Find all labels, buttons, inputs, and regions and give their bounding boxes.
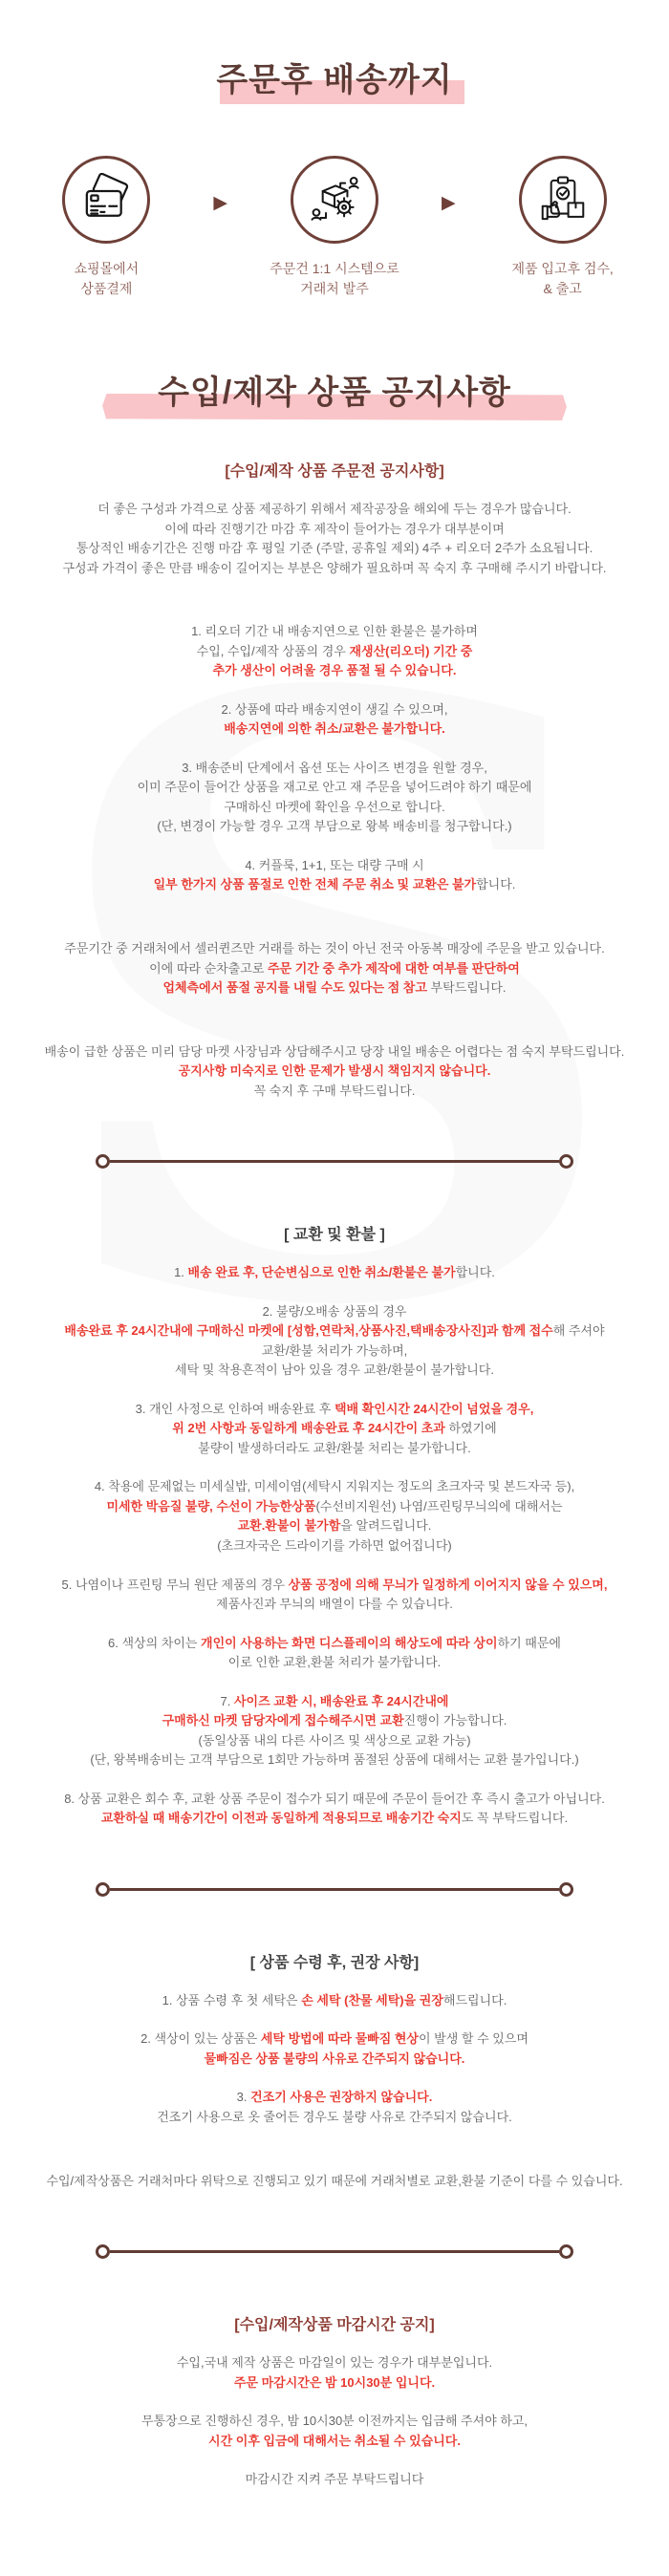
body-text: 7.: [220, 1693, 234, 1708]
emphasis-text: 교환하실 때 배송기간이 이전과 동일하게 적용되므로 배송기간 숙지: [100, 1811, 462, 1826]
arrow-right-icon: ▶: [213, 193, 227, 213]
notice-paragraph: [17, 700, 652, 740]
notice-paragraph: [17, 1790, 652, 1829]
emphasis-text: 건조기 사용은 권장하지 않습니다.: [250, 2090, 433, 2105]
emphasis-text: 공지사항 미숙지로 인한 문제가 발생시 책임지지 않습니다.: [178, 1063, 491, 1079]
notice-paragraph: [17, 1263, 652, 1283]
emphasis-text: 추가 생산이 어려울 경우 품절 될 수 있습니다.: [212, 663, 457, 678]
notice-paragraph: [17, 2412, 652, 2451]
body-text: 부탁드립니다.: [426, 980, 507, 996]
arrow-right-icon: ▶: [442, 193, 456, 213]
body-text: 8. 상품 교환은 회수 후, 교환 상품 주문이 접수가 되기 때문에 주문이 들어간 후 즉시 출고가 아닙니다.: [64, 1791, 605, 1806]
body-text: 6. 색상의 차이는: [108, 1635, 202, 1650]
inspection-shipping-icon: [536, 173, 590, 226]
emphasis-text: 주문 마감시간은 밤 10시30분 입니다.: [233, 2374, 436, 2390]
notice-paragraph: [17, 939, 652, 998]
body-text: 교환/환불 처리가 가능하며,: [261, 1342, 408, 1358]
divider-line: [110, 2250, 559, 2253]
body-text: 주문기간 중 거래처에서 셀러퀸즈만 거래를 하는 것이 아닌 전국 아동복 매장에 주문을 받고 있습니다.: [64, 940, 605, 955]
notice-paragraph: [17, 1576, 652, 1615]
body-text: 3. 개인 사정으로 인하여 배송완료 후: [135, 1401, 334, 1416]
body-text: 수입/제작상품은 거래처마다 위탁으로 진행되고 있기 때문에 거래처별로 교환,환불 기준이 다를 수 있습니다.: [46, 2173, 623, 2188]
emphasis-text: 교환.환불이 불가함: [237, 1518, 341, 1534]
emphasis-text: 일부 한가지 상품 품절로 인한 전체 주문 취소 및 교환은 불가: [153, 877, 477, 892]
step-label: [270, 259, 399, 299]
divider-line: [110, 1160, 559, 1163]
body-text: 수입, 수입/제작 상품의 경우: [196, 643, 350, 658]
divider-ring-icon: [559, 1882, 573, 1897]
body-text: 수입,국내 제작 상품은 마감일이 있는 경우가 대부분입니다.: [176, 2355, 493, 2371]
section-divider: [96, 1154, 573, 1169]
notice-paragraph: [17, 2470, 652, 2490]
order-process-diagram: [0, 156, 669, 299]
process-step-order-system: [250, 156, 419, 299]
notice-paragraph: [17, 856, 652, 895]
emphasis-text: 배송완료 후 24시간내에 구매하신 마켓에 [성함,연락처,상품사진,택배송장사진]과 함께 접수: [64, 1323, 553, 1339]
divider-ring-icon: [96, 1154, 110, 1169]
body-text: 4. 착용에 문제없는 미세실밥, 미세이염(세탁시 지워지는 정도의 초크자국 및 본드자국 등),: [94, 1479, 575, 1494]
notice-title: [0, 366, 669, 413]
notice-paragraph: [17, 1991, 652, 2011]
emphasis-text: 세탁 방법에 따라 물빠짐 현상: [260, 2031, 419, 2047]
body-text: 제품사진과 무늬의 배열이 다를 수 있습니다.: [216, 1597, 453, 1612]
body-text: (단, 변경이 가능할 경우 고객 부담으로 왕복 배송비를 청구합니다.): [157, 819, 512, 834]
body-text: 2. 상품에 따라 배송지연이 생길 수 있으며,: [221, 701, 448, 717]
step-label-line: 쇼핑몰에서: [74, 261, 140, 276]
divider-ring-icon: [96, 1882, 110, 1897]
body-text: 배송이 급한 상품은 미리 담당 마켓 사장님과 상담해주시고 당장 내일 배송은 어렵다는 점 숙지 부탁드립니다.: [44, 1043, 625, 1059]
step-label-line: 제품 입고후 검수,: [511, 261, 614, 276]
body-text: 1.: [174, 1265, 188, 1280]
step-circle: [291, 156, 378, 244]
body-text: 4. 커플룩, 1+1, 또는 대량 구매 시: [245, 857, 424, 872]
notice-paragraph: [17, 1692, 652, 1771]
notice-paragraph: [17, 500, 652, 578]
body-text: 하기 때문에: [497, 1635, 561, 1650]
body-text: 더 좋은 구성과 가격으로 상품 제공하기 위해서 제작공장을 해외에 두는 경우가 많습니다.: [97, 502, 572, 516]
step-label-line: 거래처 발주: [300, 281, 369, 296]
body-text: 해드립니다.: [442, 1992, 507, 2007]
emphasis-text: 주문 기간 중 추가 제작에 대한 여부를 판단하여: [267, 960, 520, 976]
notice-paragraph: [17, 1477, 652, 1556]
emphasis-text: 업체측에서 품절 공지를 내릴 수도 있다는 점 참고: [162, 980, 427, 996]
step-label: [75, 259, 140, 299]
body-text: 진행이 가능합니다.: [403, 1713, 507, 1728]
emphasis-text: 구매하신 마켓 담당자에게 접수해주시면 교환: [162, 1713, 404, 1728]
order-system-icon: [308, 173, 361, 226]
section-header: [수입/제작상품 마감시간 공지]: [234, 2317, 435, 2334]
body-text: 2. 색상이 있는 상품은: [140, 2031, 261, 2047]
body-text: (초크자국은 드라이기를 가하면 없어집니다): [217, 1538, 452, 1553]
body-text: 1. 상품 수령 후 첫 세탁은: [162, 1992, 302, 2007]
body-text: 구매하신 마켓에 확인을 우선으로 합니다.: [224, 799, 445, 814]
body-text: 이에 따라 진행기간 마감 후 제작이 들어가는 경우가 대부분이며: [164, 521, 505, 536]
body-text: (동일상품 내의 다른 사이즈 및 색상으로 교환 가능): [198, 1732, 471, 1748]
divider-ring-icon: [559, 1154, 573, 1169]
body-text: 건조기 사용으로 옷 줄어든 경우도 불량 사유로 간주되지 않습니다.: [157, 2109, 512, 2124]
body-text: 합니다.: [455, 1265, 495, 1280]
emphasis-text: 위 2번 사항과 동일하게 배송완료 후 24시간이 초과: [172, 1421, 445, 1436]
notice-paragraph: [17, 1634, 652, 1673]
section-header: [ 상품 수령 후, 권장 사항]: [249, 1954, 420, 1971]
credit-card-icon: [79, 173, 133, 226]
notice-content: [0, 459, 669, 2490]
body-text: 이에 따라 순차출고로: [149, 960, 268, 976]
body-text: 을 알려드립니다.: [340, 1518, 432, 1534]
body-text: 해 주셔야: [552, 1323, 605, 1339]
step-label: [511, 259, 613, 299]
emphasis-text: 개인이 사용하는 화면 디스플레이의 해상도에 따라 상이: [201, 1635, 498, 1650]
section-divider: [96, 2244, 573, 2259]
body-text: 꼭 숙지 후 구매 부탁드립니다.: [253, 1083, 416, 1098]
body-text: 이 발생 할 수 있으며: [419, 2031, 529, 2047]
notice-paragraph: [17, 2088, 652, 2127]
notice-paragraph: [17, 1400, 652, 1459]
divider-ring-icon: [559, 2244, 573, 2259]
body-text: 3.: [236, 2090, 251, 2105]
body-text: 이미 주문이 들어간 상품을 재고로 안고 재 주문을 넣어드려야 하기 때문에: [137, 780, 532, 795]
step-label-line: 주문건 1:1 시스템으로: [270, 261, 399, 276]
process-step-inspection: [479, 156, 647, 299]
section-divider: [96, 1882, 573, 1897]
body-text: 이로 인한 교환,환불 처리가 불가합니다.: [227, 1655, 442, 1670]
step-circle: [62, 156, 150, 244]
body-text: 2. 불량/오배송 상품의 경우: [262, 1303, 407, 1319]
emphasis-text: 상품 공정에 의해 무늬가 일정하게 이어지지 않을 수 있으며,: [288, 1577, 608, 1592]
step-label-line: 상품결제: [80, 281, 133, 296]
emphasis-text: 배송 완료 후, 단순변심으로 인한 취소/환불은 불가: [187, 1265, 456, 1280]
page-title-text: 주문후 배송까지: [216, 54, 452, 100]
body-text: 불량이 발생하더라도 교환/환불 처리는 불가합니다.: [198, 1440, 471, 1455]
body-text: (단, 왕복배송비는 고객 부담으로 1회만 가능하며 품절된 상품에 대해서는 교환 불가입니다.): [90, 1752, 579, 1768]
emphasis-text: 시간 이후 입금에 대해서는 취소될 수 있습니다.: [208, 2433, 461, 2448]
process-step-payment: [22, 156, 190, 299]
body-text: 합니다.: [476, 877, 516, 892]
body-text: 5. 나염이나 프린팅 무늬 원단 제품의 경우: [61, 1577, 289, 1592]
body-text: 도 꼭 부탁드립니다.: [461, 1811, 569, 1826]
emphasis-text: 미세한 박음질 불량, 수선이 가능한상품: [106, 1498, 316, 1513]
section-header: [ 교환 및 환불 ]: [284, 1227, 385, 1244]
notice-paragraph: [17, 1302, 652, 1381]
notice-paragraph: [17, 2353, 652, 2393]
notice-title-text: 수입/제작 상품 공지사항: [158, 366, 511, 413]
emphasis-text: 배송지연에 의한 취소/교환은 불가합니다.: [224, 721, 445, 737]
notice-paragraph: [17, 2172, 652, 2192]
page-title: [0, 54, 669, 100]
notice-paragraph: [17, 1042, 652, 1102]
notice-paragraph: [17, 622, 652, 681]
body-text: 구성과 가격이 좋은 만큼 배송이 길어지는 부분은 양해가 필요하며 꼭 숙지 후 구매해 주시기 바랍니다.: [62, 560, 607, 575]
body-text: 마감시간 지켜 주문 부탁드립니다: [245, 2472, 424, 2487]
body-text: 세탁 및 착용흔적이 남아 있을 경우 교환/환불이 불가합니다.: [175, 1363, 494, 1378]
emphasis-text: 재생산(리오더) 기간 중: [349, 643, 473, 658]
body-text: 하였기에: [444, 1421, 497, 1436]
body-text: 1. 리오더 기간 내 배송지연으로 인한 환불은 불가하며: [191, 624, 478, 639]
body-text: (수선비지원선) 나염/프린팅무늬의에 대해서는: [315, 1498, 563, 1513]
notice-paragraph: [17, 2029, 652, 2069]
body-text: 무통장으로 진행하신 경우, 밤 10시30분 이전까지는 입금해 주셔야 하고,: [140, 2414, 529, 2429]
section-header: [수입/제작 상품 주문전 공지사항]: [225, 463, 444, 480]
divider-line: [110, 1888, 559, 1891]
step-circle: [519, 156, 607, 244]
notice-paragraph: [17, 759, 652, 837]
step-label-line: & 출고: [543, 281, 582, 296]
emphasis-text: 물빠짐은 상품 불량의 사유로 간주되지 않습니다.: [204, 2050, 465, 2066]
body-text: 통상적인 배송기간은 진행 마감 후 평일 기준 (주말, 공휴일 제외) 4주 + 리오더 2주가 소요됩니다.: [76, 541, 593, 556]
body-text: 3. 배송준비 단계에서 옵션 또는 사이즈 변경을 원할 경우,: [182, 760, 487, 775]
emphasis-text: 택배 확인시간 24시간이 넘었을 경우,: [334, 1401, 534, 1416]
emphasis-text: 사이즈 교환 시, 배송완료 후 24시간내에: [233, 1693, 449, 1708]
emphasis-text: 손 세탁 (찬물 세탁)을 권장: [301, 1992, 443, 2007]
divider-ring-icon: [96, 2244, 110, 2259]
